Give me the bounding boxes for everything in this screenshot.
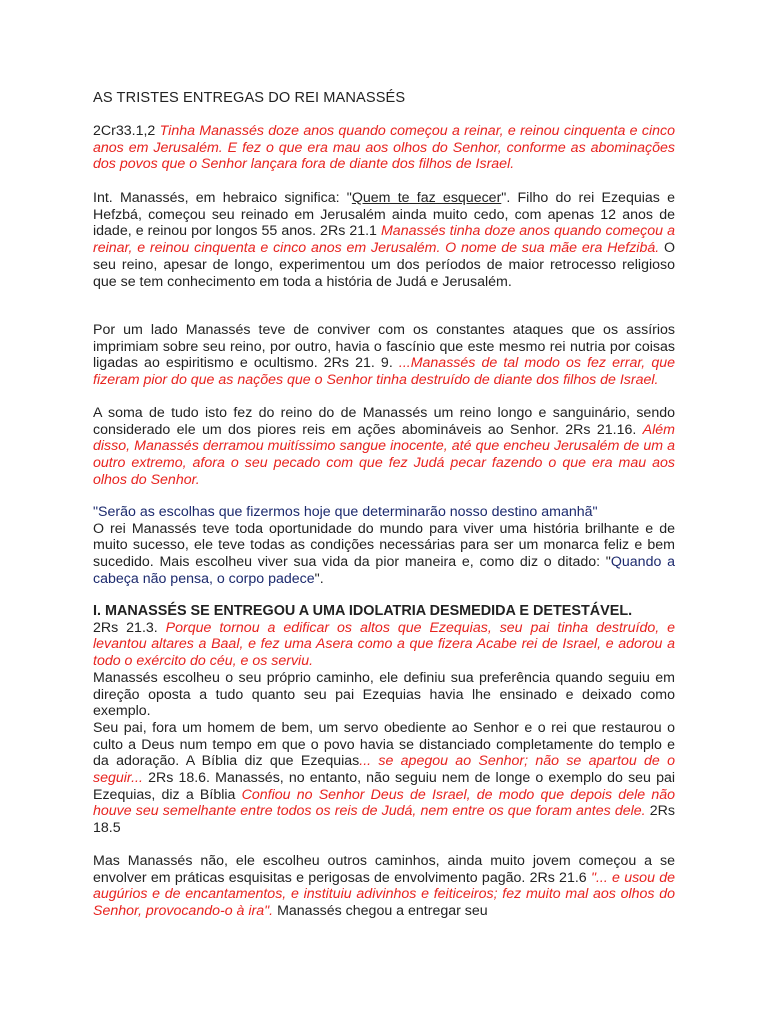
choices-quote: "Serão as escolhas que fizermos hoje que determinarão nosso destino amanhã" <box>93 504 598 520</box>
bible-quote: Confiou no Senhor Deus de Israel, de modo que depois dele não houve seu semelhante entre todos os reis de Judá, nem entre os que foram antes dele. <box>93 786 676 820</box>
bible-quote: Além disso, Manassés derramou muitíssimo sangue inocente, até que encheu Jerusalém de um a outro extremo, afora o seu pecado com que fez Judá pecar fazendo o que era mau aos olhos do Senhor. <box>93 421 675 488</box>
body-text: A soma de tudo isto fez do reino do de Manassés um reino longo e sanguinário, sendo considerado ele um dos piores reis em ações abomináveis ao Senhor. 2Rs 21.16. <box>93 405 675 438</box>
body-text: Manassés escolheu o seu próprio caminho, ele definiu sua preferência quando seguiu em direção oposta a tudo quanto seu pai Ezequias havia lhe ensinado e deixado como exemplo. <box>93 669 675 720</box>
body-text: ". Filho do rei Ezequias e Hefzbá, começou seu reinado em Jerusalém ainda muito cedo, com apenas 12 anos de idade, e reinou por longos 55 anos. 2Rs 21.1 <box>93 190 675 240</box>
section-heading: I. MANASSÉS SE ENTREGOU A UMA IDOLATRIA DESMEDIDA E DETESTÁVEL. <box>93 603 633 619</box>
body-text: Manassés chegou a entregar seu <box>273 903 488 920</box>
paragraph-bloodshed <box>93 405 675 489</box>
bible-quote: ...Manassés de tal modo os fez errar, que fizeram pior do que as nações que o Senhor tinha destruído de diante dos filhos de Israel. <box>93 355 675 389</box>
body-text: 2Rs 18.6. Manassés, no entanto, não seguiu nem de longe o exemplo do seu pai Ezequias, diz a Bíblia <box>93 770 675 803</box>
paragraph-intro-verse <box>93 123 675 173</box>
bible-quote: "... e usou de augúrios e de encantamentos, e instituiu adivinhos e feiticeiros; fez muito mal aos olhos do Senhor, provocando-o à ira". <box>93 869 676 920</box>
body-text: Por um lado Manassés teve de conviver com os constantes ataques que os assírios imprimiam sobre seu reino, por outro, havia o fascínio que este mesmo rei nutria por coisas ligadas ao espiritismo e ocultismo. 2Rs 21. 9. <box>93 322 675 372</box>
saying-quote: Quando a cabeça não pensa, o corpo padece <box>93 554 675 587</box>
bible-quote: Tinha Manassés doze anos quando começou a reinar, e reinou cinquenta e cinco anos em Jerusalém. E fez o que era mau aos olhos do Senhor, conforme as abominações dos povos que o Senhor lançara fora de diante dos filhos de Israel. <box>93 123 675 173</box>
paragraph-name-meaning <box>93 190 675 290</box>
bible-quote: Porque tornou a edificar os altos que Ezequias, seu pai tinha destruído, e levantou altares a Baal, e fez uma Asera como a que fizera Acabe rei de Israel, e adorou a todo o exército do céu, e os serviu. <box>93 619 675 670</box>
paragraph-assyria <box>93 322 675 389</box>
bible-ref: 2Rs 21.3. <box>93 619 166 636</box>
paragraph-pagan-practices <box>93 853 675 920</box>
name-meaning: Quem te faz esquecer <box>351 190 502 206</box>
body-text: ". <box>314 570 324 587</box>
bible-quote: Manassés tinha doze anos quando começou a reinar, e reinou cinquenta e cinco anos em Jerusalém. O nome de sua mãe era Hefzibá. <box>93 223 675 257</box>
section-idolatry <box>93 603 675 837</box>
paragraph-choices <box>93 504 675 588</box>
body-text: 2Rs 18.5 <box>93 803 676 837</box>
document-title: AS TRISTES ENTREGAS DO REI MANASSÉS <box>93 90 406 106</box>
body-text: O seu reino, apesar de longo, experimentou um dos períodos de maior retrocesso religioso que se tem conhecimento em toda a história de Judá e Jerusalém. <box>93 240 675 290</box>
body-text: Seu pai, fora um homem de bem, um servo obediente ao Senhor e o rei que restaurou o culto a Deus num tempo em que o povo havia se distanciado completamente do templo e da adoração. A Bíblia diz que Ezequias <box>93 719 675 770</box>
body-text: O rei Manassés teve toda oportunidade do mundo para viver uma história brilhante e de muito sucesso, ele teve todas as condições necessárias para ser um monarca feliz e bem sucedido. Mais escolheu viver sua vida da pior maneira e, como diz o ditado: " <box>93 520 675 571</box>
body-text: Int. Manassés, em hebraico significa: " <box>93 190 352 206</box>
body-text: Mas Manassés não, ele escolheu outros caminhos, ainda muito jovem começou a se envolver em práticas esquisitas e perigosas de envolvimento pagão. 2Rs 21.6 <box>93 853 675 886</box>
bible-ref: 2Cr33.1,2 <box>93 123 160 139</box>
bible-quote: ... se apegou ao Senhor; não se apartou de o seguir... <box>93 753 676 787</box>
